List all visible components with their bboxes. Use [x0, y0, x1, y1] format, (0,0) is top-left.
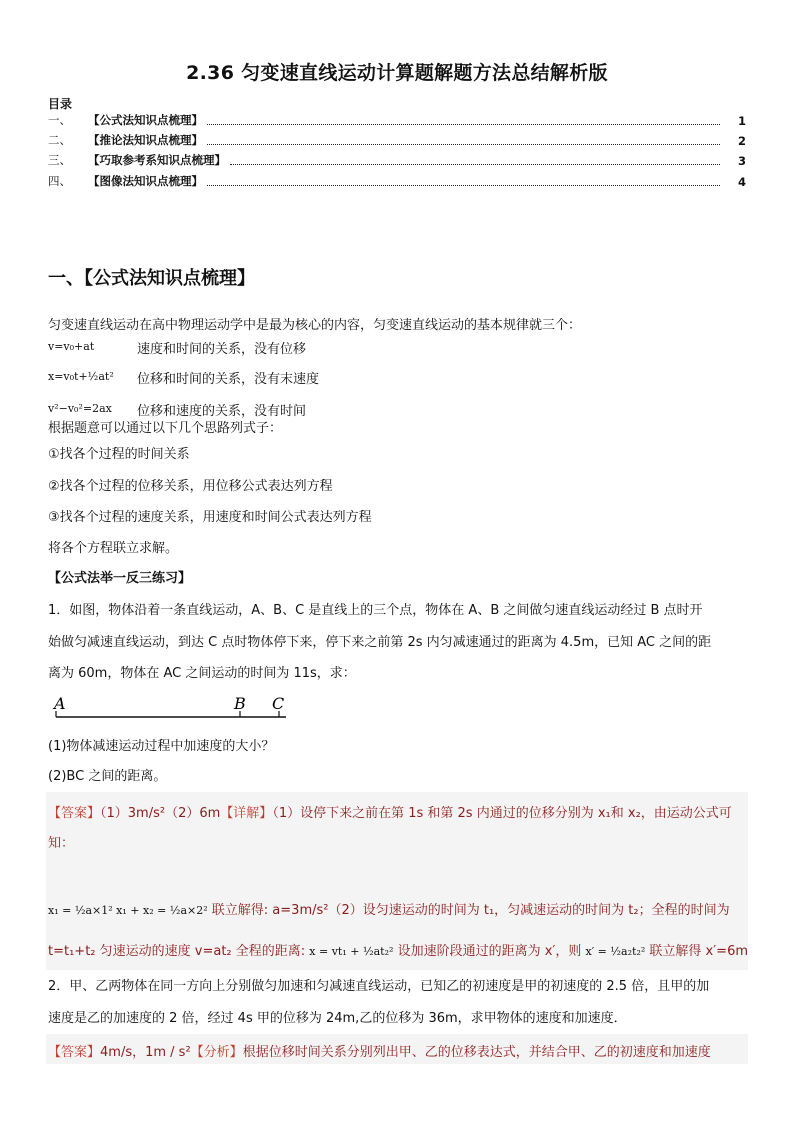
q1-text-line-2: 始做匀减速直线运动，到达 C 点时物体停下来，停下来之前第 2s 内匀减速通过的距离为 4.5m，已知 AC 之间的距 — [48, 635, 712, 650]
step-2: ②找各个过程的位移关系，用位移公式表达列方程 — [48, 479, 333, 494]
toc-item-page: 2 — [737, 134, 746, 148]
toc-item-number: 三、 — [48, 153, 71, 167]
answer-tag: 【答案】 — [48, 806, 101, 821]
equation-x-prime: x′ = ½a₂t₂² — [585, 945, 646, 958]
q1-answer-line-3 — [48, 899, 730, 918]
answer-value: （1）3m/s²（2）6m — [100, 806, 221, 821]
toc-item-number: 二、 — [48, 133, 71, 147]
formula-displacement-time: x=v₀t+½at² — [48, 370, 114, 383]
conclusion-text: 将各个方程联立求解。 — [48, 541, 179, 556]
q1-sub-question-2: (2)BC 之间的距离。 — [48, 769, 167, 784]
formula-velocity-displacement-desc: 位移和速度的关系，没有时间 — [137, 404, 307, 419]
detail-text: （1）设停下来之前在第 1s 和第 2s 内通过的位移分别为 x₁和 x₂，由运动公式可 — [272, 806, 732, 821]
q1-text-line-3: 离为 60m，物体在 AC 之间运动的时间为 11s，求： — [48, 666, 356, 681]
formula-velocity-displacement: v²−v₀²=2ax — [48, 402, 112, 415]
toc-item-page: 3 — [737, 154, 746, 168]
step-1: ①找各个过程的时间关系 — [48, 447, 190, 462]
solve-text-4: 联立解得 x′=6m — [649, 944, 749, 959]
toc-item-label: 【图像法知识点梳理】 — [88, 174, 203, 188]
q1-answer-line-1 — [48, 802, 732, 821]
answer-value: 4m/s，1m / s² — [100, 1045, 191, 1060]
point-c-label: C — [272, 694, 285, 713]
q1-answer-line-4 — [48, 940, 748, 959]
solve-text-1: 联立解得: a=3m/s²（2）设匀速运动的时间为 t₁，匀减速运动的时间为 t₂；全程的时间为 — [211, 903, 730, 918]
point-b-label: B — [234, 694, 246, 713]
toc-item-number: 四、 — [48, 174, 71, 188]
formula-velocity-time-desc: 速度和时间的关系，没有位移 — [137, 342, 307, 357]
step-3: ③找各个过程的速度关系，用速度和时间公式表达列方程 — [48, 510, 372, 525]
formula-displacement-time-desc: 位移和时间的关系，没有末速度 — [137, 372, 320, 387]
q2-text-line-1: 2．甲、乙两物体在同一方向上分别做匀加速和匀减速直线运动，已知乙的初速度是甲的初速度的 2.5 倍，且甲的加 — [48, 979, 710, 994]
toc-heading: 目录 — [48, 97, 73, 111]
equation-x1-x2: x₁ = ½a×1² x₁ + x₂ = ½a×2² — [48, 904, 208, 917]
toc-item-label: 【公式法知识点梳理】 — [88, 113, 203, 127]
formula-velocity-time: v=v₀+at — [48, 340, 95, 353]
intro-text: 匀变速直线运动在高中物理运动学中是最为核心的内容，匀变速直线运动的基本规律就三个： — [48, 318, 582, 333]
analysis-text: 根据位移时间关系分别列出甲、乙的位移表达式，并结合甲、乙的初速度和加速度 — [242, 1045, 711, 1060]
point-a-label: A — [54, 694, 66, 713]
toc-leader-dots — [207, 124, 720, 125]
toc-item[interactable] — [48, 132, 746, 148]
q1-answer-line-2: 知： — [48, 836, 75, 851]
answer-tag: 【答案】 — [48, 1045, 101, 1060]
analysis-tag: 【分析】 — [190, 1045, 243, 1060]
solve-text-2: t=t₁+t₂ 匀速运动的速度 v=at₂ 全程的距离: — [48, 944, 306, 959]
approach-text: 根据题意可以通过以下几个思路列式子： — [48, 421, 283, 436]
toc-item[interactable] — [48, 152, 746, 168]
toc-item-page: 4 — [737, 175, 746, 189]
practice-heading: 【公式法举一反三练习】 — [48, 571, 192, 586]
q1-sub-question-1: (1)物体减速运动过程中加速度的大小？ — [48, 739, 275, 754]
toc-leader-dots — [230, 164, 720, 165]
toc-leader-dots — [207, 144, 720, 145]
q1-text-line-1: 1．如图，物体沿着一条直线运动，A、B、C 是直线上的三个点，物体在 A、B 之间做匀速直线运动经过 B 点时开 — [48, 603, 703, 618]
toc-item-number: 一、 — [48, 113, 71, 127]
toc-item-label: 【巧取参考系知识点梳理】 — [88, 153, 226, 167]
equation-total-distance: x = vt₁ + ½at₂² — [309, 945, 394, 958]
abc-line-diagram — [50, 693, 300, 723]
solve-text-3: 设加速阶段通过的距离为 x′，则 — [397, 944, 582, 959]
q2-text-line-2: 速度是乙的加速度的 2 倍，经过 4s 甲的位移为 24m,乙的位移为 36m，求甲物体的速度和加速度． — [48, 1011, 627, 1026]
page-title: 2.36 匀变速直线运动计算题解题方法总结解析版 — [186, 62, 608, 84]
q2-answer-line — [48, 1041, 711, 1060]
toc-item-label: 【推论法知识点梳理】 — [88, 133, 203, 147]
detail-tag: 【详解】 — [220, 806, 273, 821]
toc-item[interactable] — [48, 112, 746, 128]
toc-item[interactable] — [48, 173, 746, 189]
toc-leader-dots — [207, 185, 720, 186]
toc-item-page: 1 — [737, 114, 746, 128]
section-heading: 一、【公式法知识点梳理】 — [48, 268, 255, 289]
